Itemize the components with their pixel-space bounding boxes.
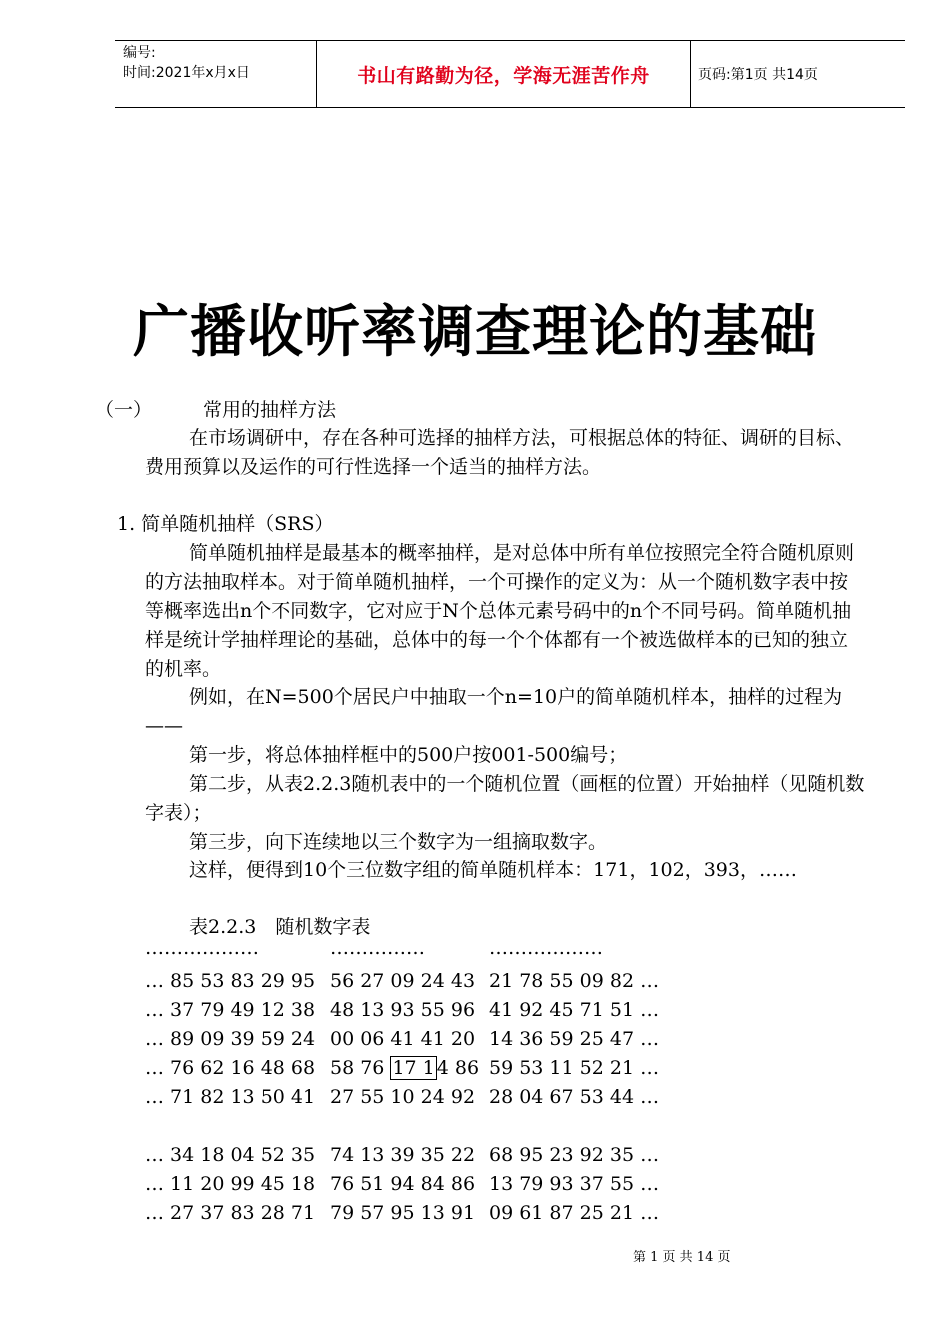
table-row-5-col2: 27 55 10 24 92 <box>330 1086 476 1108</box>
number-label: 编号: <box>123 45 156 61</box>
header-meta <box>115 41 316 107</box>
table-row-7-col1: … 11 20 99 45 18 <box>145 1173 316 1195</box>
result-paragraph: 这样，便得到10个三位数字组的简单随机样本：171，102，393，…… <box>189 859 797 881</box>
table-row-1-col1: … 85 53 83 29 95 <box>145 970 316 992</box>
table-row-2-col2: 48 13 93 55 96 <box>330 999 476 1021</box>
section-number: （一） <box>95 399 153 421</box>
table-row-6-col3: 68 95 23 92 35 … <box>489 1144 660 1166</box>
table-row-1-col3: 21 78 55 09 82 … <box>489 970 660 992</box>
definition-paragraph: 简单随机抽样是最基本的概率抽样，是对总体中所有单位按照完全符合随机原则的方法抽取样本。对于简单随机抽样，一个可操作的定义为：从一个随机数字表中按等概率选出n个不同数字，它对应于N个总体元素号码中的n个不同号码。简单随机抽样是统计学抽样理论的基础，总体中的每一个个体都有一个被选做样本的已知的独立的机率。 <box>145 542 855 680</box>
table-row-6-col2: 74 13 39 35 22 <box>330 1144 476 1166</box>
table-row-2-col3: 41 92 45 71 51 … <box>489 999 660 1021</box>
table-row-5-col1: … 71 82 13 50 41 <box>145 1086 316 1108</box>
table-dots-col2: …………… <box>330 937 425 959</box>
subsection-heading: 1. 简单随机抽样（SRS） <box>117 513 334 535</box>
header-page-info: 页码:第1页 共14页 <box>698 67 818 83</box>
time-label: 时间:2021年x月x日 <box>123 65 250 81</box>
table-dots-col3: ……………… <box>489 937 603 959</box>
table-row-2-col1: … 37 79 49 12 38 <box>145 999 316 1021</box>
table-cell-pre: 58 76 <box>330 1057 391 1079</box>
section-title: 常用的抽样方法 <box>203 399 337 421</box>
document-title: 广播收听率调查理论的基础 <box>133 300 817 365</box>
table-row-5-col3: 28 04 67 53 44 … <box>489 1086 660 1108</box>
step-one: 第一步，将总体抽样框中的500户按001-500编号； <box>189 744 628 766</box>
table-title: 表2.2.3 随机数字表 <box>189 916 371 938</box>
page-header <box>115 40 905 108</box>
table-dots-col1: ……………… <box>145 937 259 959</box>
table-row-4-col3: 59 53 11 52 21 … <box>489 1057 660 1079</box>
table-row-3-col3: 14 36 59 25 47 … <box>489 1028 660 1050</box>
random-start-box: 17 1 <box>392 1057 435 1079</box>
section-intro: 在市场调研中，存在各种可选择的抽样方法，可根据总体的特征、调研的目标、费用预算以及运作的可行性选择一个适当的抽样方法。 <box>145 427 855 478</box>
table-row-6-col1: … 34 18 04 52 35 <box>145 1144 316 1166</box>
table-row-3-col1: … 89 09 39 59 24 <box>145 1028 316 1050</box>
table-row-8-col1: … 27 37 83 28 71 <box>145 1202 316 1224</box>
table-row-7-col2: 76 51 94 84 86 <box>330 1173 476 1195</box>
table-row-8-col3: 09 61 87 25 21 … <box>489 1202 660 1224</box>
step-three: 第三步，向下连续地以三个数字为一组摘取数字。 <box>189 831 608 853</box>
table-cell-post: 4 86 <box>436 1057 480 1079</box>
table-row-1-col2: 56 27 09 24 43 <box>330 970 476 992</box>
table-row-8-col2: 79 57 95 13 91 <box>330 1202 476 1224</box>
step-two: 第二步，从表2.2.3随机表中的一个随机位置（画框的位置）开始抽样（见随机数字表）； <box>145 773 865 824</box>
table-row-4-col2 <box>330 1054 479 1083</box>
table-row-3-col2: 00 06 41 41 20 <box>330 1028 476 1050</box>
table-row-7-col3: 13 79 93 37 55 … <box>489 1173 660 1195</box>
page-footer: 第 1 页 共 14 页 <box>633 1250 731 1265</box>
header-motto: 书山有路勤为径，学海无涯苦作舟 <box>316 41 691 107</box>
example-paragraph: 例如，在N=500个居民户中抽取一个n=10户的简单随机样本，抽样的过程为—— <box>145 686 843 737</box>
table-row-4-col1: … 76 62 16 48 68 <box>145 1057 316 1079</box>
